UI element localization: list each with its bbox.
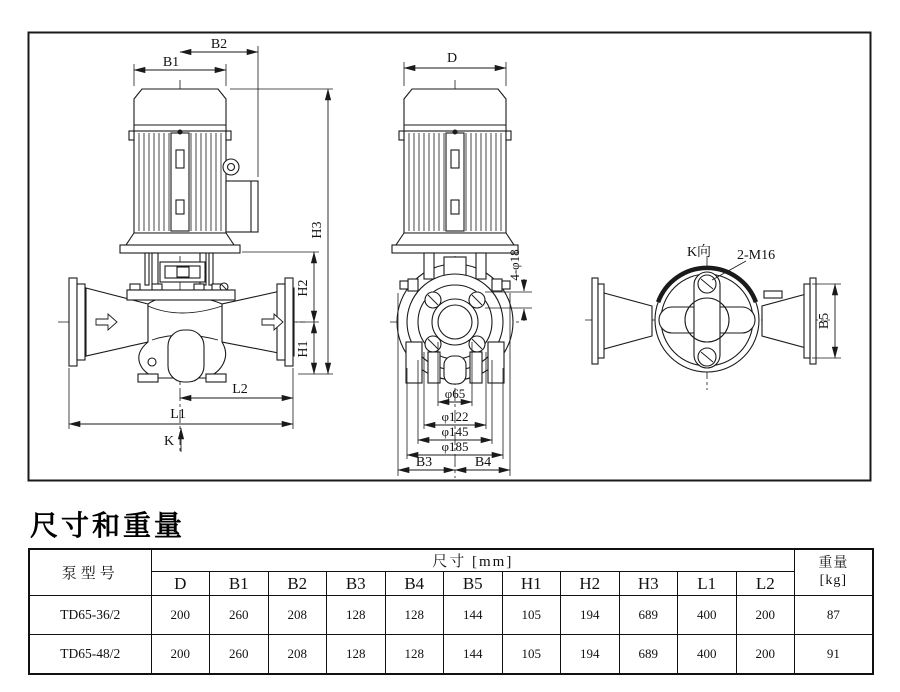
pump-casing [86, 288, 294, 382]
dim-cell: 194 [561, 635, 620, 674]
dim-cell: 105 [502, 635, 561, 674]
dim-label-bolt-holes: 4-φ18 [507, 249, 522, 281]
motor-feet [126, 233, 234, 245]
suction-pipe [592, 278, 652, 364]
dim-cell: 105 [502, 596, 561, 635]
dim-label-phi185: φ185 [441, 439, 469, 454]
weight-column-header [795, 549, 873, 596]
dim-label-b1: B1 [162, 55, 180, 70]
weight-header-line1: 重量 [818, 555, 849, 571]
dim-label-phi145: φ145 [441, 424, 469, 439]
dim-cell: 689 [619, 635, 678, 674]
col-header-b3: B3 [327, 572, 386, 596]
dim-cell: 260 [210, 596, 269, 635]
plan-k-view [585, 244, 841, 390]
dim-cell: 144 [444, 635, 503, 674]
dim-cell: 128 [385, 635, 444, 674]
view-label-k-direction: K向 [686, 245, 712, 260]
dim-cell: 144 [444, 596, 503, 635]
dim-cell: 128 [327, 635, 386, 674]
dimension-weight-table [28, 548, 874, 675]
dim-cell: 128 [327, 596, 386, 635]
dim-label-h3: H3 [310, 221, 325, 239]
dim-label-b5: B5 [817, 312, 832, 330]
dim-cell: 200 [736, 596, 795, 635]
dim-cell: 128 [385, 596, 444, 635]
side-elevation-view [58, 37, 333, 452]
col-header-l1: L1 [678, 572, 737, 596]
dim-label-d: D [446, 51, 458, 66]
dim-cell: 200 [151, 596, 210, 635]
dim-cell: 260 [210, 635, 269, 674]
col-header-h1: H1 [502, 572, 561, 596]
dim-cell: 200 [151, 635, 210, 674]
terminal-box [226, 181, 258, 232]
pump-top-flange [127, 290, 235, 300]
dim-cell: 194 [561, 596, 620, 635]
dim-label-k: K [163, 434, 175, 449]
col-header-b1: B1 [210, 572, 269, 596]
dim-label-h1: H1 [296, 340, 311, 358]
dim-label-b2: B2 [210, 37, 228, 52]
col-header-h3: H3 [619, 572, 678, 596]
dims-group-header: 尺寸 [mm] [151, 549, 795, 572]
col-header-b2: B2 [268, 572, 327, 596]
dim-cell: 200 [736, 635, 795, 674]
model-cell: TD65-36/2 [29, 596, 151, 635]
col-header-l2: L2 [736, 572, 795, 596]
dim-label-h2: H2 [296, 279, 311, 297]
dim-cell: 400 [678, 596, 737, 635]
dim-label-l1: L1 [170, 407, 186, 422]
weight-header-line2: [kg] [819, 572, 847, 588]
weight-cell: 91 [795, 635, 873, 674]
discharge-pipe [762, 278, 816, 364]
model-column-header: 泵型号 [29, 549, 151, 596]
suction-flange [69, 278, 85, 366]
dim-label-phi122: φ122 [441, 409, 469, 424]
front-elevation-view [390, 51, 532, 478]
suction-bore [438, 305, 472, 339]
section-title: 尺寸和重量 [30, 510, 186, 541]
drain-plug [148, 358, 156, 366]
motor-feet [396, 233, 514, 245]
table-row [29, 596, 873, 635]
dim-cell: 208 [268, 635, 327, 674]
stool-plate [120, 245, 240, 253]
motor-front [392, 89, 518, 253]
dim-label-b4: B4 [474, 455, 492, 470]
motor-side [120, 89, 258, 253]
table-row [29, 635, 873, 674]
dim-label-2-m16: 2-M16 [737, 248, 776, 263]
col-header-b4: B4 [385, 572, 444, 596]
stool-plate [392, 245, 518, 253]
dim-label-l2: L2 [232, 382, 248, 397]
dim-label-b3: B3 [415, 455, 433, 470]
lantern-support [127, 253, 235, 300]
dim-cell: 400 [678, 635, 737, 674]
casing-top [655, 268, 759, 372]
dim-cell: 208 [268, 596, 327, 635]
dim-label-phi65: φ65 [444, 386, 466, 401]
col-header-h2: H2 [561, 572, 620, 596]
col-header-d: D [151, 572, 210, 596]
dim-cell: 689 [619, 596, 678, 635]
model-cell: TD65-48/2 [29, 635, 151, 674]
weight-cell: 87 [795, 596, 873, 635]
col-header-b5: B5 [444, 572, 503, 596]
